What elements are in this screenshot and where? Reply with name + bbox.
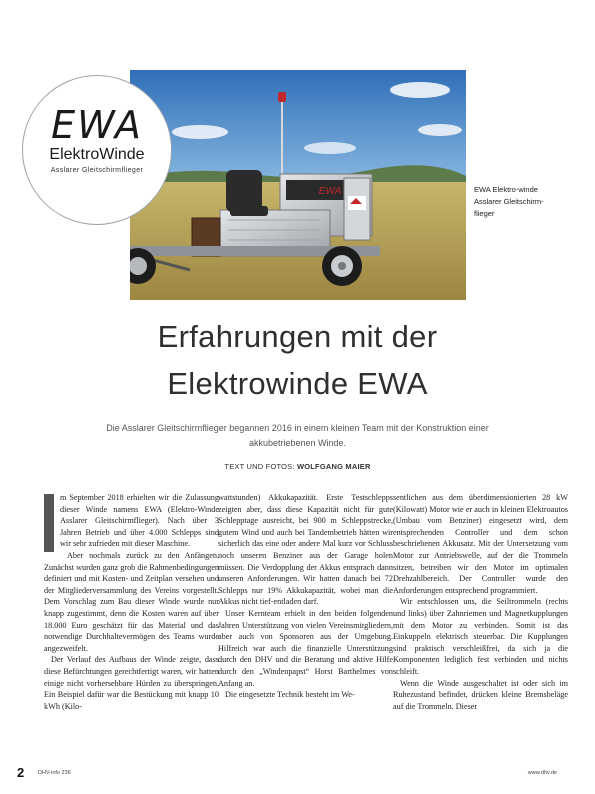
winch-photo	[130, 70, 466, 300]
drop-cap-bar	[44, 494, 54, 552]
logo-subtitle: ElektroWinde	[49, 146, 145, 163]
column-2-paragraph-3: Die eingesetzte Technik besteht im We-	[225, 690, 355, 700]
winch-illustration	[130, 70, 466, 300]
logo-club: Asslarer Gleitschirmflieger	[50, 167, 144, 174]
author-credit	[0, 462, 595, 471]
column-3-paragraph-3: Wenn die Winde ausgeschaltet ist oder sich im Ruhezustand befindet, drücken kleine Bremsbeläge auf die Trommeln. Dieser	[393, 678, 568, 711]
column-1-paragraph-3: Der Verlauf des Aufbaus der Winde zeigte, dass diese Befürchtungen gerechtfertigt waren, wir hatten einige nicht vorhersehbare Hürden zu überspringen. Ein Beispiel dafür war die Bestückung mit knapp 10 kWh (Kilo-	[44, 655, 219, 711]
column-3-paragraph-2: Wir entschlossen uns, die Seiltrommeln (rechts und links) über Zahnriemen und Magnetkupplungen mit dem Motor zu verbinden. Somit ist das Einkuppeln elektrisch steuerbar. Die Kupplungen sind praktisch verschleißfrei, da sich ja die Komponenten lediglich fest verbinden und nichts schleift.	[393, 597, 568, 676]
article-column-3	[393, 492, 568, 712]
article-column-2	[218, 492, 393, 701]
column-2-paragraph-2: Unser Kernteam erhielt in den beiden folgenden Jahren Unterstützung von vielen Vereinsmitgliedern, aber auch von Sponsoren aus der Umgebung. Hilfreich war auch die finanzielle Unterstützung durch den DHV und die Beratung und aktive Hilfe durch den „Windenpapst“ Horst Barthelmes von Anfang an.	[218, 608, 393, 688]
page-number: 2	[17, 765, 25, 780]
photo-sticker: EWA	[318, 186, 342, 197]
column-1-paragraph-2: Aber nochmals zurück zu den Anfängen. Zunächst wurden ganz grob die Rahmenbedingungen definiert und mit Kosten- und Zeitplan versehen und der Mitgliederversammlung des Vereins vorgestellt. Dem Vorschlag zum Bau dieser Winde wurde nur knapp zugestimmt, denn die Kosten waren auf über 18.000 Euro geschätzt für das Material und das notwendige Durchhaltevermögen des Teams wurde angezweifelt.	[44, 550, 219, 653]
issue-label: DHV-info 236	[38, 770, 71, 776]
headline-line-1: Erfahrungen mit der	[157, 319, 438, 354]
credit-author: WOLFGANG MAIER	[296, 462, 371, 471]
ewa-logo-badge	[22, 75, 172, 225]
headline-line-2: Elektrowinde EWA	[167, 366, 428, 401]
photo-caption: EWA Elektro-winde Asslarer Gleitschirm-flieger	[474, 185, 544, 218]
column-3-paragraph-1: sentlichen aus dem überdimensionierten 28 kW (Kilowatt) Motor wie er auch in kleinen Elektroautos (Umbau vom Benziner) eingesetzt wird, dem entsprechenden Controller und dem schon beschriebenen Akkusatz. Mit der Untersetzung vom Motor zur Antriebswelle, auf der die Trommeln sitzen, betreiben wir den Motor im optimalen Drehzahlbereich. Der Controller wurde den Anforderungen entsprechend programmiert.	[393, 493, 568, 595]
article-column-1	[44, 492, 219, 712]
logo-name: EWA	[51, 103, 143, 147]
lead-paragraph: Die Asslarer Gleitschirmflieger begannen 2016 in einem kleinen Team mit der Konstruktion einer akkubetriebenen Winde.	[106, 423, 489, 448]
column-1-paragraph-1: m September 2018 erhielten wir die Zulassung dieser Winde namens EWA (Elektro-Winde Asslarer Gleitschirmflieger). Nach über 3 Jahren Betrieb und über 4.000 Schlepps sind wir sehr zufrieden mit dieser Maschine.	[44, 492, 219, 550]
credit-label: TEXT UND FOTOS:	[224, 462, 297, 471]
column-2-paragraph-1: wattstunden) Akkukapazität. Erste Testschlepps zeigten aber, dass diese Kapazität nicht für gute Schlepptage ausreicht, bei 900 m Schleppstrecke, gutem Wind und auch bei Tandembetrieb hätten wir sicherlich das eine oder andere Mal kurz vor Schluss noch unseren Benziner aus der Garage holen müssen. Die Verdopplung der Akkus entsprach dann unseren Anforderungen. Wir hatten danach bei 72 Schlepps nur 19% Akkukapazität, wobei man die Akkus nicht tief-entladen darf.	[218, 493, 393, 607]
website-link[interactable]: www.dhv.de	[527, 770, 557, 776]
